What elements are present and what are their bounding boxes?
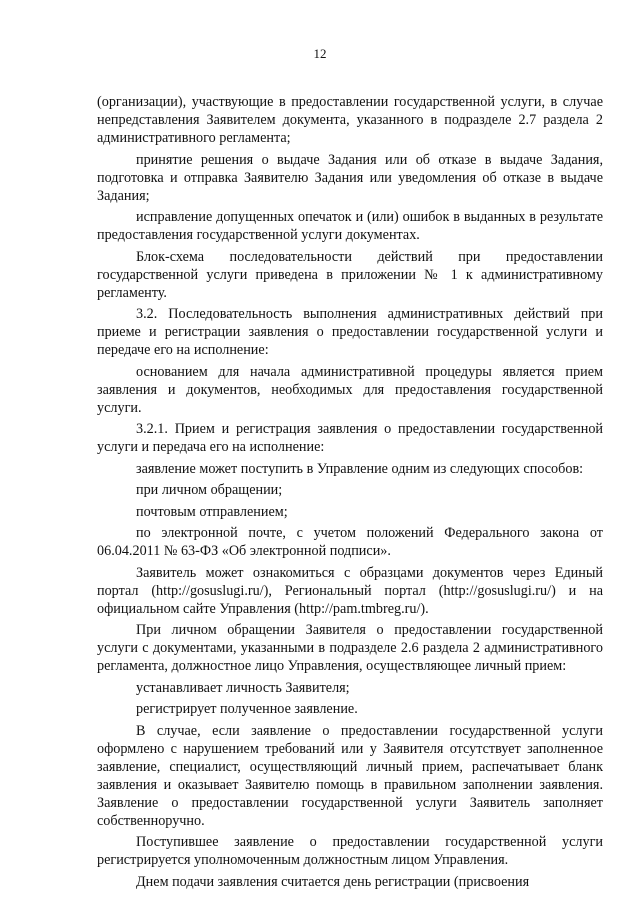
paragraph-15: регистрирует полученное заявление. (136, 701, 358, 717)
paragraph-6: основанием для начала административной процедуры является прием заявления и документов, необходимых для предоставления государственной услуги. (97, 363, 603, 416)
paragraph-3: исправление допущенных опечаток и (или) ошибок в выданных в результате предоставления государственной услуги документах. (97, 209, 603, 243)
paragraph-16: В случае, если заявление о предоставлении государственной услуги оформлено с нарушением требований или у Заявителя отсутствует заполненное заявление, специалист, осуществляющий личный прием, распечатывает бланк заявления и оказывает Заявителю помощь в правильном заполнении заявления. Заявление о предоставлении государственной услуги Заявитель заполняет собственноручно. (97, 722, 603, 829)
paragraph-13: При личном обращении Заявителя о предоставлении государственной услуги с документами, указанными в подразделе 2.6 раздела 2 административного регламента, должностное лицо Управления, осуществляющее личный прием: (97, 622, 603, 674)
paragraph-18: Днем подачи заявления считается день регистрации (присвоения (136, 873, 530, 890)
paragraph-1: (организации), участвующие в предоставлении государственной услуги, в случае непредставления Заявителем документа, указанного в подразделе 2.7 раздела 2 административного регламента; (97, 94, 603, 146)
paragraph-12: Заявитель может ознакомиться с образцами документов через Единый портал (http://gosuslugi.ru/), Региональный портал (http://gosuslugi.ru/) и на официальном сайте Управления (http://pam.tmbreg.ru/). (97, 564, 603, 617)
paragraph-17: Поступившее заявление о предоставлении государственной услуги регистрируется уполномоченным должностным лицом Управления. (97, 834, 603, 868)
paragraph-9: при личном обращении; (136, 482, 283, 498)
paragraph-5: 3.2. Последовательность выполнения административных действий при приеме и регистрации заявления о предоставлении государственной услуги и передаче его на исполнение: (97, 306, 603, 358)
page-number: 12 (313, 46, 327, 61)
paragraph-14: устанавливает личность Заявителя; (136, 679, 350, 696)
paragraph-8: заявление может поступить в Управление одним из следующих способов: (136, 460, 584, 477)
paragraph-7: 3.2.1. Прием и регистрация заявления о предоставлении государственной услуги и передача его на исполнение: (97, 421, 603, 455)
paragraph-4: Блок-схема последовательности действий при предоставлении государственной услуги приведена в приложении № 1 к административному регламенту. (97, 248, 603, 301)
document-body (97, 93, 603, 894)
paragraph-2: принятие решения о выдаче Задания или об отказе в выдаче Задания, подготовка и отправка Заявителю Задания или уведомления об отказе в выдаче Задания; (97, 151, 603, 204)
paragraph-10: почтовым отправлением; (136, 503, 288, 520)
paragraph-11: по электронной почте, с учетом положений Федерального закона от 06.04.2011 № 63-ФЗ «Об электронной подписи». (97, 525, 603, 559)
